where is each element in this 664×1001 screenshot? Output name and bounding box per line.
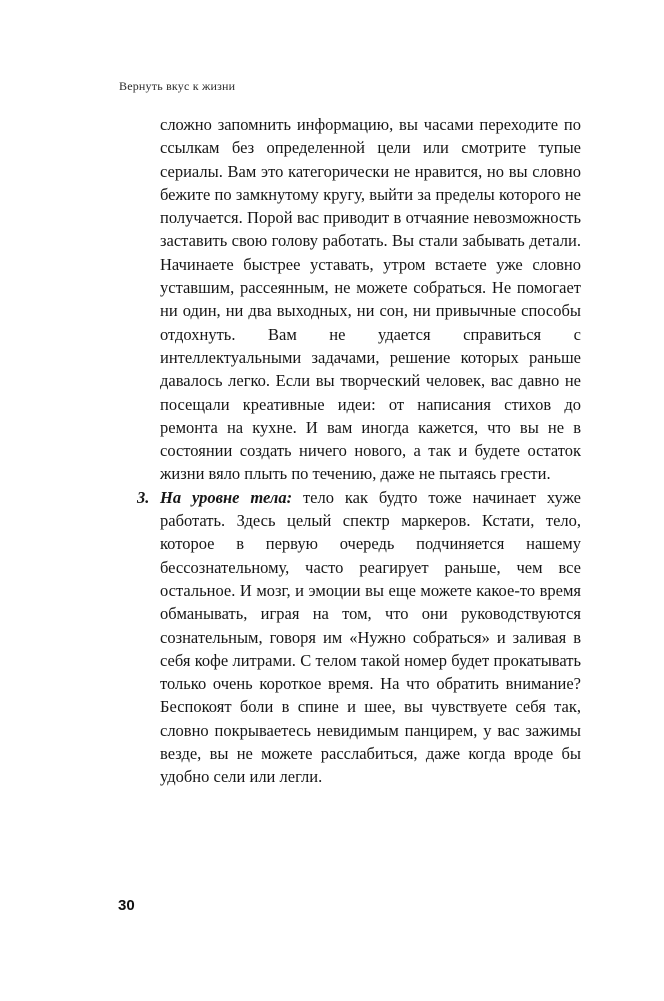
list-item-text: тело как будто тоже начинает хуже работать. Здесь целый спектр маркеров. Кстати, тело, которое в первую очередь подчиняется нашему бессознательному, часто реагирует раньше, чем все остальное. И мозг, и эмоции вы еще можете какое-то время обманывать, играя на том, что они руководствуются сознательным, говоря им «Нужно собраться» и заливая в себя кофе литрами. С телом такой номер будет прокатывать только очень короткое время. На что обратить внимание? Беспокоят боли в спине и шее, вы чувствуете себя так, словно покрываетесь невидимым панцирем, у вас зажимы везде, вы не можете расслабиться, даже когда вроде бы удобно сели или легли. bbox=[160, 487, 581, 787]
list-item-3 bbox=[137, 486, 581, 789]
body-text-block bbox=[137, 113, 581, 789]
list-item-lead: На уровне тела: bbox=[160, 487, 293, 507]
list-item-number: 3. bbox=[137, 487, 150, 507]
page-number: 30 bbox=[118, 897, 135, 914]
running-head: Вернуть вкус к жизни bbox=[119, 79, 236, 93]
paragraph-continuation: сложно запомнить информацию, вы часами переходите по ссылкам без определенной цели или смотрите тупые сериалы. Вам это категорически не нравится, но вы словно бежите по замкнутому кругу, выйти за пределы которого не получается. Порой вас приводит в отчаяние невозможность заставить свою голову работать. Вы стали забывать детали. Начинаете быстрее уставать, утром встаете уже словно уставшим, рассеянным, не можете собраться. Не помогает ни один, ни два выходных, ни сон, ни привычные способы отдохнуть. Вам не удается справиться с интеллектуальными задачами, решение которых раньше давалось легко. Если вы творческий человек, вас давно не посещали креативные идеи: от написания стихов до ремонта на кухне. И вам иногда кажется, что вы не в состоянии создать ничего нового, а так и будете остаток жизни вяло плыть по течению, даже не пытаясь грести. bbox=[160, 115, 581, 484]
